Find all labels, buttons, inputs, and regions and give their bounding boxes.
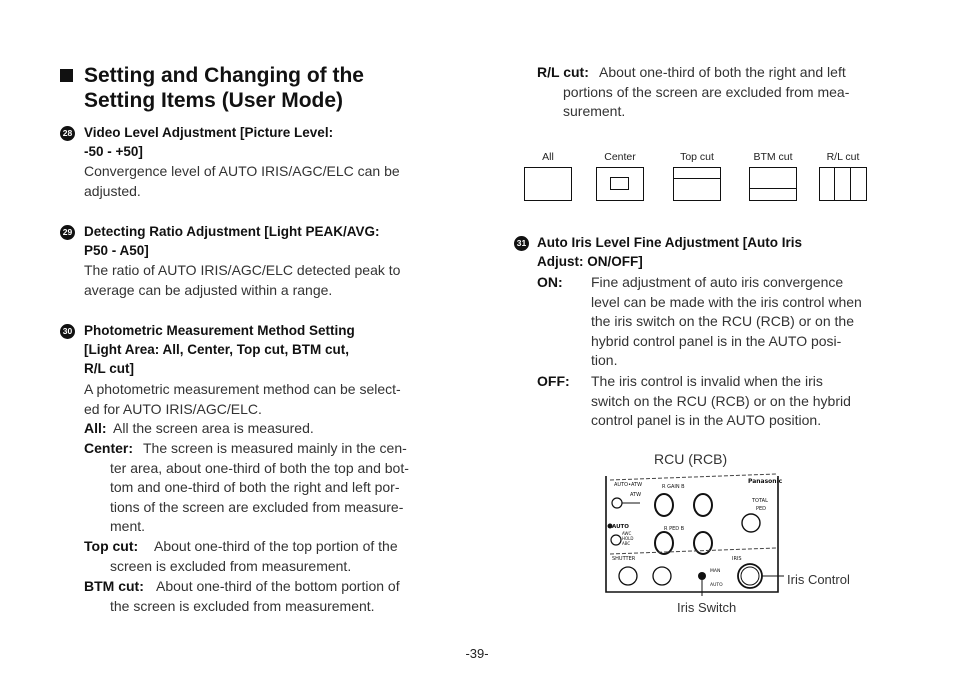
s28-heading-line-2: -50 - +50] bbox=[84, 144, 143, 159]
def-btm-cut-term: BTM cut: bbox=[84, 578, 144, 594]
rcu-panel-illustration bbox=[600, 468, 790, 598]
panel-total-label: TOTAL bbox=[752, 498, 768, 504]
s29-body-line-1: The ratio of AUTO IRIS/AGC/ELC detected peak to bbox=[84, 262, 401, 278]
def-on-line-5: tion. bbox=[591, 352, 618, 369]
def-rl-cut-line-3: surement. bbox=[563, 103, 626, 120]
def-center-line-1: The screen is measured mainly in the cen- bbox=[143, 440, 407, 456]
panel-shutter-label: SHUTTER bbox=[612, 556, 636, 562]
area-diagram-btm-cut bbox=[749, 167, 797, 201]
panel-awc-label: AWC bbox=[622, 531, 632, 536]
def-rl-cut-line-1: About one-third of both the right and left bbox=[599, 64, 846, 80]
item-number-29-icon: 29 bbox=[60, 225, 75, 240]
area-diagram-rl-cut bbox=[819, 167, 867, 201]
def-on bbox=[537, 273, 897, 373]
def-center bbox=[84, 439, 444, 539]
def-btm-cut bbox=[84, 577, 444, 617]
def-rl-cut-line-2: portions of the screen are excluded from mea- bbox=[563, 83, 850, 100]
def-center-line-5: ment. bbox=[110, 518, 146, 535]
item-number-28-icon: 28 bbox=[60, 126, 75, 141]
def-center-line-3: tom and one-third of both the right and left por- bbox=[110, 479, 400, 496]
s28-body-line-2: adjusted. bbox=[84, 182, 141, 199]
area-diagram-top-cut bbox=[673, 167, 721, 201]
s29-body bbox=[84, 261, 400, 300]
s31-heading bbox=[537, 233, 802, 271]
def-off-line-3: control panel is in the AUTO position. bbox=[591, 412, 822, 429]
area-diagram-center bbox=[596, 167, 644, 201]
figure-title: RCU (RCB) bbox=[654, 451, 728, 467]
def-all bbox=[84, 419, 444, 439]
def-off-line-2: switch on the RCU (RCB) or on the hybrid bbox=[591, 392, 851, 409]
bullet-square-icon bbox=[60, 69, 73, 82]
panel-total-ped-label: PED bbox=[756, 506, 767, 512]
page-number: -39- bbox=[465, 646, 489, 661]
panel-ped-label: R PED B bbox=[664, 526, 685, 532]
iris-switch-callout: Iris Switch bbox=[677, 600, 737, 615]
s30-heading-line-2: [Light Area: All, Center, Top cut, BTM cut, bbox=[84, 342, 349, 357]
def-top-cut-line-1: About one-third of the top portion of the bbox=[154, 538, 398, 554]
s31-heading-line-1: Auto Iris Level Fine Adjustment [Auto Iris bbox=[537, 235, 803, 250]
def-center-line-4: tions of the screen are excluded from measure- bbox=[110, 498, 404, 515]
s28-heading bbox=[84, 123, 333, 161]
box-label-top-cut: Top cut bbox=[680, 151, 714, 163]
def-btm-cut-line-2: the screen is excluded from measurement. bbox=[110, 597, 375, 614]
def-on-line-1: Fine adjustment of auto iris convergence bbox=[591, 274, 844, 290]
box-label-rl-cut: R/L cut bbox=[826, 151, 860, 163]
s28-heading-line-1: Video Level Adjustment [Picture Level: bbox=[84, 125, 334, 140]
panel-atw2-label: ATW bbox=[630, 492, 642, 498]
box-label-all: All bbox=[542, 151, 554, 163]
s28-body-line-1: Convergence level of AUTO IRIS/AGC/ELC can be bbox=[84, 163, 400, 179]
def-on-term: ON: bbox=[537, 274, 563, 290]
def-on-line-3: the iris switch on the RCU (RCB) or on the bbox=[591, 313, 854, 330]
s30-heading-line-3: R/L cut] bbox=[84, 361, 134, 376]
def-top-cut-term: Top cut: bbox=[84, 538, 139, 554]
s28-body bbox=[84, 162, 400, 201]
panel-atw-label: AUTO•ATW bbox=[614, 482, 643, 488]
s29-heading bbox=[84, 222, 380, 260]
def-rl-cut bbox=[537, 63, 897, 123]
panel-gain-label: R GAIN B bbox=[662, 484, 685, 490]
panel-auto-label: AUTO bbox=[612, 524, 629, 530]
def-rl-cut-term: R/L cut: bbox=[537, 64, 589, 80]
box-label-btm-cut: BTM cut bbox=[753, 151, 793, 163]
item-number-30-icon: 30 bbox=[60, 324, 75, 339]
def-all-text: All the screen area is measured. bbox=[113, 420, 314, 436]
def-on-line-2: level can be made with the iris control when bbox=[591, 293, 862, 310]
iris-control-callout: Iris Control bbox=[787, 572, 850, 587]
title-line-1: Setting and Changing of the bbox=[84, 64, 364, 87]
def-off-term: OFF: bbox=[537, 373, 570, 389]
box-label-center: Center bbox=[604, 151, 636, 163]
s30-body-line-2: ed for AUTO IRIS/AGC/ELC. bbox=[84, 400, 262, 417]
panel-hold-label: HOLD bbox=[622, 536, 634, 541]
panel-abc-label: ABC bbox=[622, 541, 631, 546]
s29-heading-line-2: P50 - A50] bbox=[84, 243, 149, 258]
panel-brand-label: Panasonic bbox=[748, 478, 783, 485]
def-top-cut bbox=[84, 537, 444, 577]
s30-body-line-1: A photometric measurement method can be select- bbox=[84, 381, 401, 397]
s29-body-line-2: average can be adjusted within a range. bbox=[84, 281, 333, 298]
def-top-cut-line-2: screen is excluded from measurement. bbox=[110, 557, 352, 574]
def-on-line-4: hybrid control panel is in the AUTO posi- bbox=[591, 332, 842, 349]
s30-body bbox=[84, 380, 401, 419]
def-off-line-1: The iris control is invalid when the iris bbox=[591, 373, 823, 389]
def-center-term: Center: bbox=[84, 440, 134, 456]
panel-man-label: MAN bbox=[710, 569, 721, 574]
area-diagram-all bbox=[524, 167, 572, 201]
item-number-31-icon: 31 bbox=[514, 236, 529, 251]
s30-heading bbox=[84, 321, 355, 378]
s30-heading-line-1: Photometric Measurement Method Setting bbox=[84, 323, 355, 338]
def-center-line-2: ter area, about one-third of both the top and bot- bbox=[110, 459, 409, 476]
s31-heading-line-2: Adjust: ON/OFF] bbox=[537, 254, 643, 269]
panel-iris-label: IRIS bbox=[732, 556, 742, 562]
def-btm-cut-line-1: About one-third of the bottom portion of bbox=[156, 578, 400, 594]
title-line-2: Setting Items (User Mode) bbox=[84, 89, 344, 112]
def-off bbox=[537, 372, 897, 432]
panel-auto2-label: AUTO bbox=[710, 583, 723, 588]
def-all-term: All: bbox=[84, 420, 107, 436]
s29-heading-line-1: Detecting Ratio Adjustment [Light PEAK/AVG: bbox=[84, 224, 380, 239]
